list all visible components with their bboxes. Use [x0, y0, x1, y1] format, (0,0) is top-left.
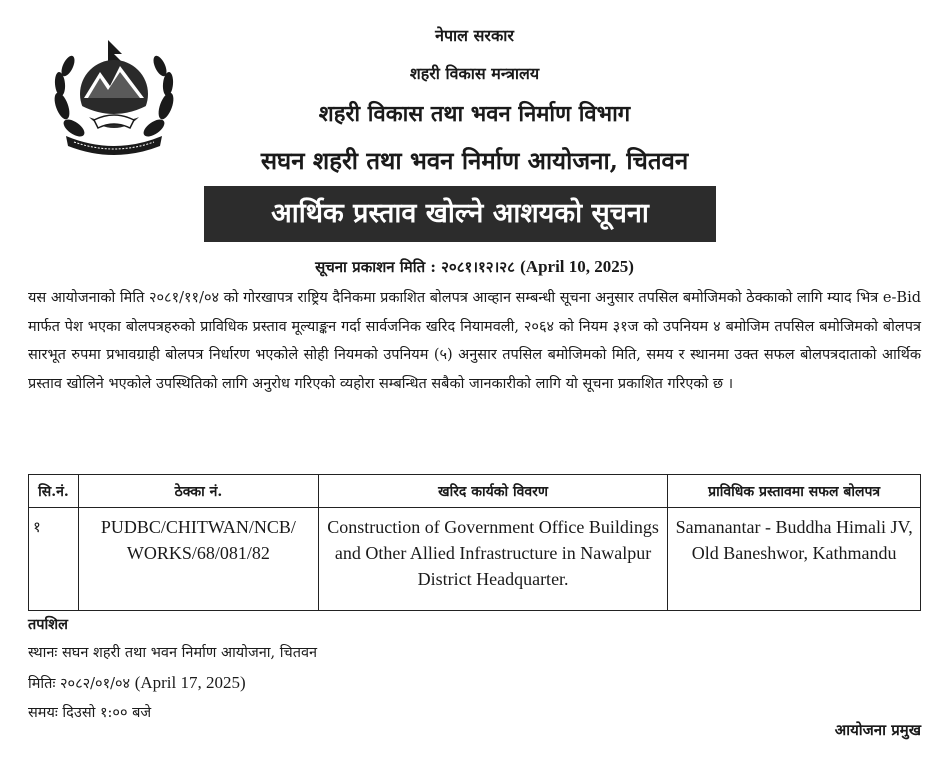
cell-successful-bidder: Samanantar - Buddha Himali JV, Old Baneshwor, Kathmandu	[668, 508, 921, 611]
details-place: स्थानः सघन शहरी तथा भवन निर्माण आयोजना, चितवन	[28, 645, 318, 661]
details-date-english: (April 17, 2025)	[134, 673, 246, 692]
cell-description: Construction of Government Office Buildings and Other Allied Infrastructure in Nawalpur District Headquarter.	[318, 508, 667, 611]
nepal-government-emblem-icon	[44, 36, 184, 156]
column-header-sn: सि.नं.	[29, 475, 79, 508]
notice-title-banner: आर्थिक प्रस्ताव खोल्ने आशयको सूचना	[204, 186, 716, 242]
cell-contract-no: PUDBC/CHITWAN/NCB/ WORKS/68/081/82	[78, 508, 318, 611]
schedule-details	[28, 610, 317, 728]
details-date-label: मितिः २०८२/०१/०४	[28, 676, 131, 692]
details-time: समयः दिउसो १:०० बजे	[28, 705, 152, 721]
table-row	[29, 508, 921, 611]
table-header-row	[29, 475, 921, 508]
government-name: नेपाल सरकार	[435, 26, 514, 45]
department-name: शहरी विकास तथा भवन निर्माण विभाग	[318, 101, 631, 127]
signatory-title: आयोजना प्रमुख	[834, 721, 921, 739]
column-header-description: खरिद कार्यको विवरण	[318, 475, 667, 508]
ministry-name: शहरी विकास मन्त्रालय	[409, 64, 540, 83]
column-header-contract-no: ठेक्का नं.	[78, 475, 318, 508]
publication-date-english: (April 10, 2025)	[520, 257, 634, 276]
details-date	[28, 668, 317, 699]
publication-date	[0, 257, 949, 277]
publication-date-label: सूचना प्रकाशन मिति : २०८१।१२।२८	[315, 258, 515, 276]
notice-body: यस आयोजनाको मिति २०८१/११/०४ को गोरखापत्र राष्ट्रिय दैनिकमा प्रकाशित बोलपत्र आव्हान सम्बन्धी सूचना अनुसार तपसिल बमोजिमको ठेक्काको लागि म्याद भित्र e-Bid मार्फत पेश भएका बोलपत्रहरुको प्राविधिक प्रस्ताव मूल्याङ्कन गर्दा सार्वजनिक खरिद नियामवली, २०६४ को नियम ३१ज को उपनियम ४ बमोजिम तपसिल बमोजिमको बोलपत्र सारभूत रुपमा प्रभावग्राही बोलपत्र निर्धारण भएकोले सोही नियमको उपनियम (५) अनुसार तपसिल बमोजिमको मिति, समय र स्थानमा उक्त सफल बोलपत्रदाताको आर्थिक प्रस्ताव खोलिने भएकोले उपस्थितिको लागि अनुरोध गरिएको व्यहोरा सम्बन्धित सबैको जानकारीको लागि यो सूचना प्रकाशित गरिएको छ ।	[28, 290, 921, 392]
tender-table	[28, 474, 921, 611]
project-name: सघन शहरी तथा भवन निर्माण आयोजना, चितवन	[260, 146, 689, 175]
column-header-successful-bidder: प्राविधिक प्रस्तावमा सफल बोलपत्र	[668, 475, 921, 508]
cell-sn: १	[29, 508, 79, 611]
details-heading: तपशिल	[28, 616, 68, 633]
